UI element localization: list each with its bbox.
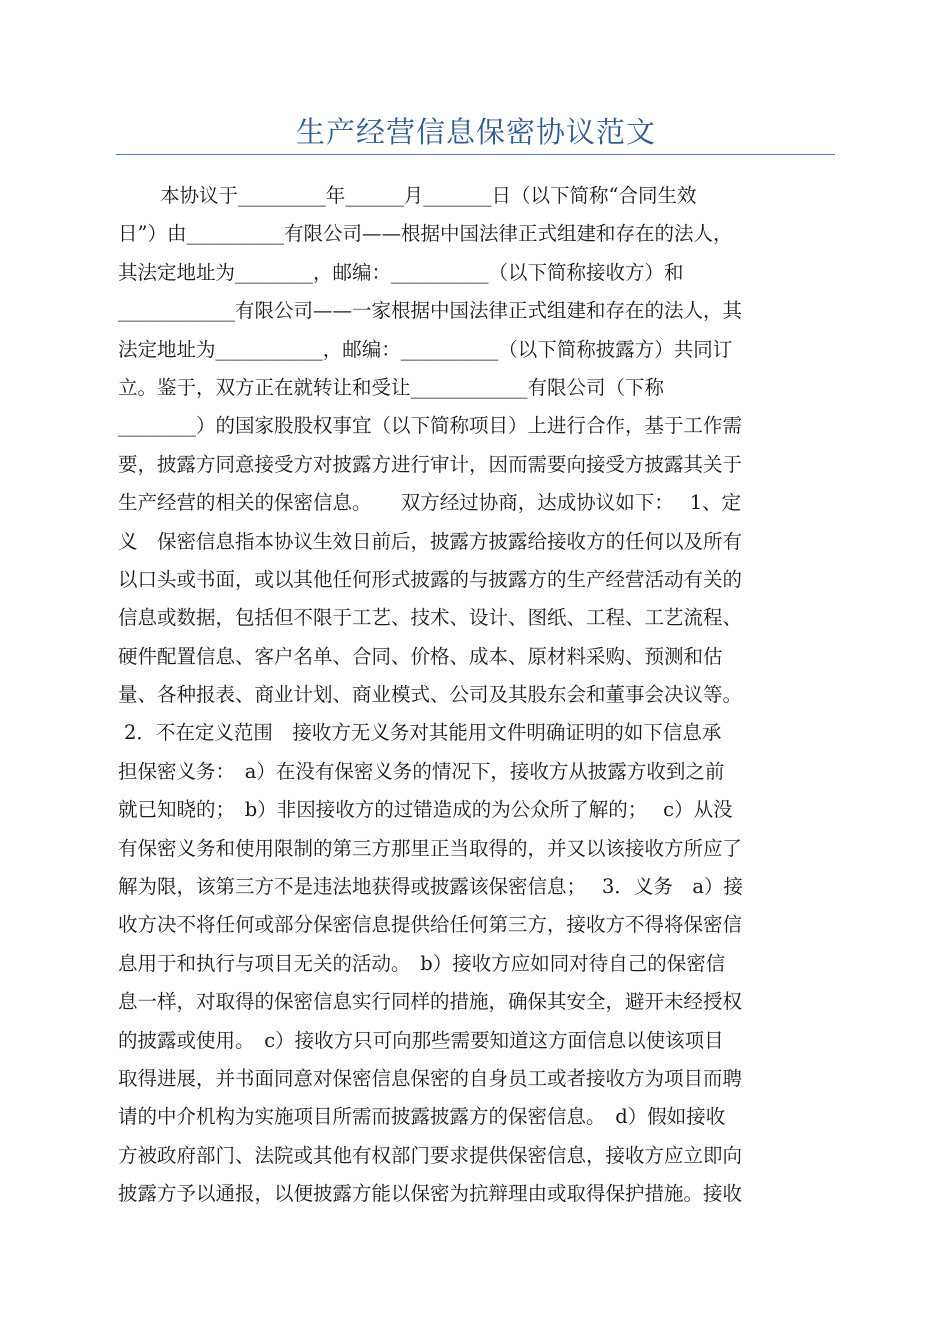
- document-title: 生产经营信息保密协议范文: [295, 115, 656, 149]
- body-line: 就已知晓的； b）非因接收方的过错造成的为公众所了解的； c）从没: [118, 798, 733, 822]
- body-line: 请的中介机构为实施项目所需而披露披露方的保密信息。 d）假如接收: [118, 1105, 726, 1129]
- body-line: 立。鉴于，双方正在就转让和受让____________有限公司（下称: [118, 375, 665, 399]
- body-line: 的披露或使用。 c）接收方只可向那些需要知道这方面信息以使该项目: [118, 1028, 724, 1052]
- body-line: 义 保密信息指本协议生效日前后，披露方披露给接收方的任何以及所有: [118, 529, 743, 553]
- body-line: 要，披露方同意接受方对披露方进行审计，因而需要向接受方披露其关于: [118, 452, 743, 476]
- body-line: 息用于和执行与项目无关的活动。 b）接收方应如同对待自己的保密信: [118, 951, 726, 975]
- body-line: 法定地址为___________，邮编：__________（以下简称披露方）共同订: [118, 337, 733, 361]
- title-underline: [116, 154, 835, 155]
- body-line: 以口头或书面，或以其他任何形式披露的与披露方的生产经营活动有关的: [118, 567, 743, 591]
- body-line: ____________有限公司——一家根据中国法律正式组建和存在的法人，其: [118, 299, 743, 323]
- body-line: 生产经营的相关的保密信息。 双方经过协商，达成协议如下： 1、定: [118, 491, 742, 515]
- body-line: ________）的国家股股权事宜（以下简称项目）上进行合作，基于工作需: [118, 414, 743, 438]
- body-line: 本协议于_________年______月_______日（以下简称“合同生效: [160, 184, 697, 207]
- body-line: 其法定地址为________，邮编：__________（以下简称接收方）和: [118, 260, 684, 284]
- body-line: 取得进展，并书面同意对保密信息保密的自身员工或者接收方为项目而聘: [118, 1066, 743, 1090]
- body-line: 解为限，该第三方不是违法地获得或披露该保密信息； 3．义务 a）接: [118, 875, 743, 899]
- body-line: 担保密义务： a）在没有保密义务的情况下，接收方从披露方收到之前: [118, 759, 725, 783]
- body-line: 方被政府部门、法院或其他有权部门要求提供保密信息，接收方应立即向: [118, 1143, 743, 1167]
- body-line: 硬件配置信息、客户名单、合同、价格、成本、原材料采购、预测和估: [118, 644, 723, 668]
- body-line: 有保密义务和使用限制的第三方那里正当取得的，并又以该接收方所应了: [118, 836, 743, 860]
- body-line: 收方决不将任何或部分保密信息提供给任何第三方，接收方不得将保密信: [118, 913, 743, 937]
- document-body: [118, 177, 834, 1214]
- body-line: 量、各种报表、商业计划、商业模式、公司及其股东会和董事会决议等。: [118, 683, 743, 707]
- body-line: 2．不在定义范围 接收方无义务对其能用文件明确证明的如下信息承: [124, 721, 722, 745]
- body-line: 日”）由__________有限公司——根据中国法律正式组建和存在的法人，: [118, 222, 733, 246]
- body-line: 披露方予以通报，以便披露方能以保密为抗辩理由或取得保护措施。接收: [118, 1182, 743, 1206]
- body-line: 信息或数据，包括但不限于工艺、技术、设计、图纸、工程、工艺流程、: [118, 606, 743, 630]
- body-line: 息一样，对取得的保密信息实行同样的措施，确保其安全，避开未经授权: [118, 990, 743, 1014]
